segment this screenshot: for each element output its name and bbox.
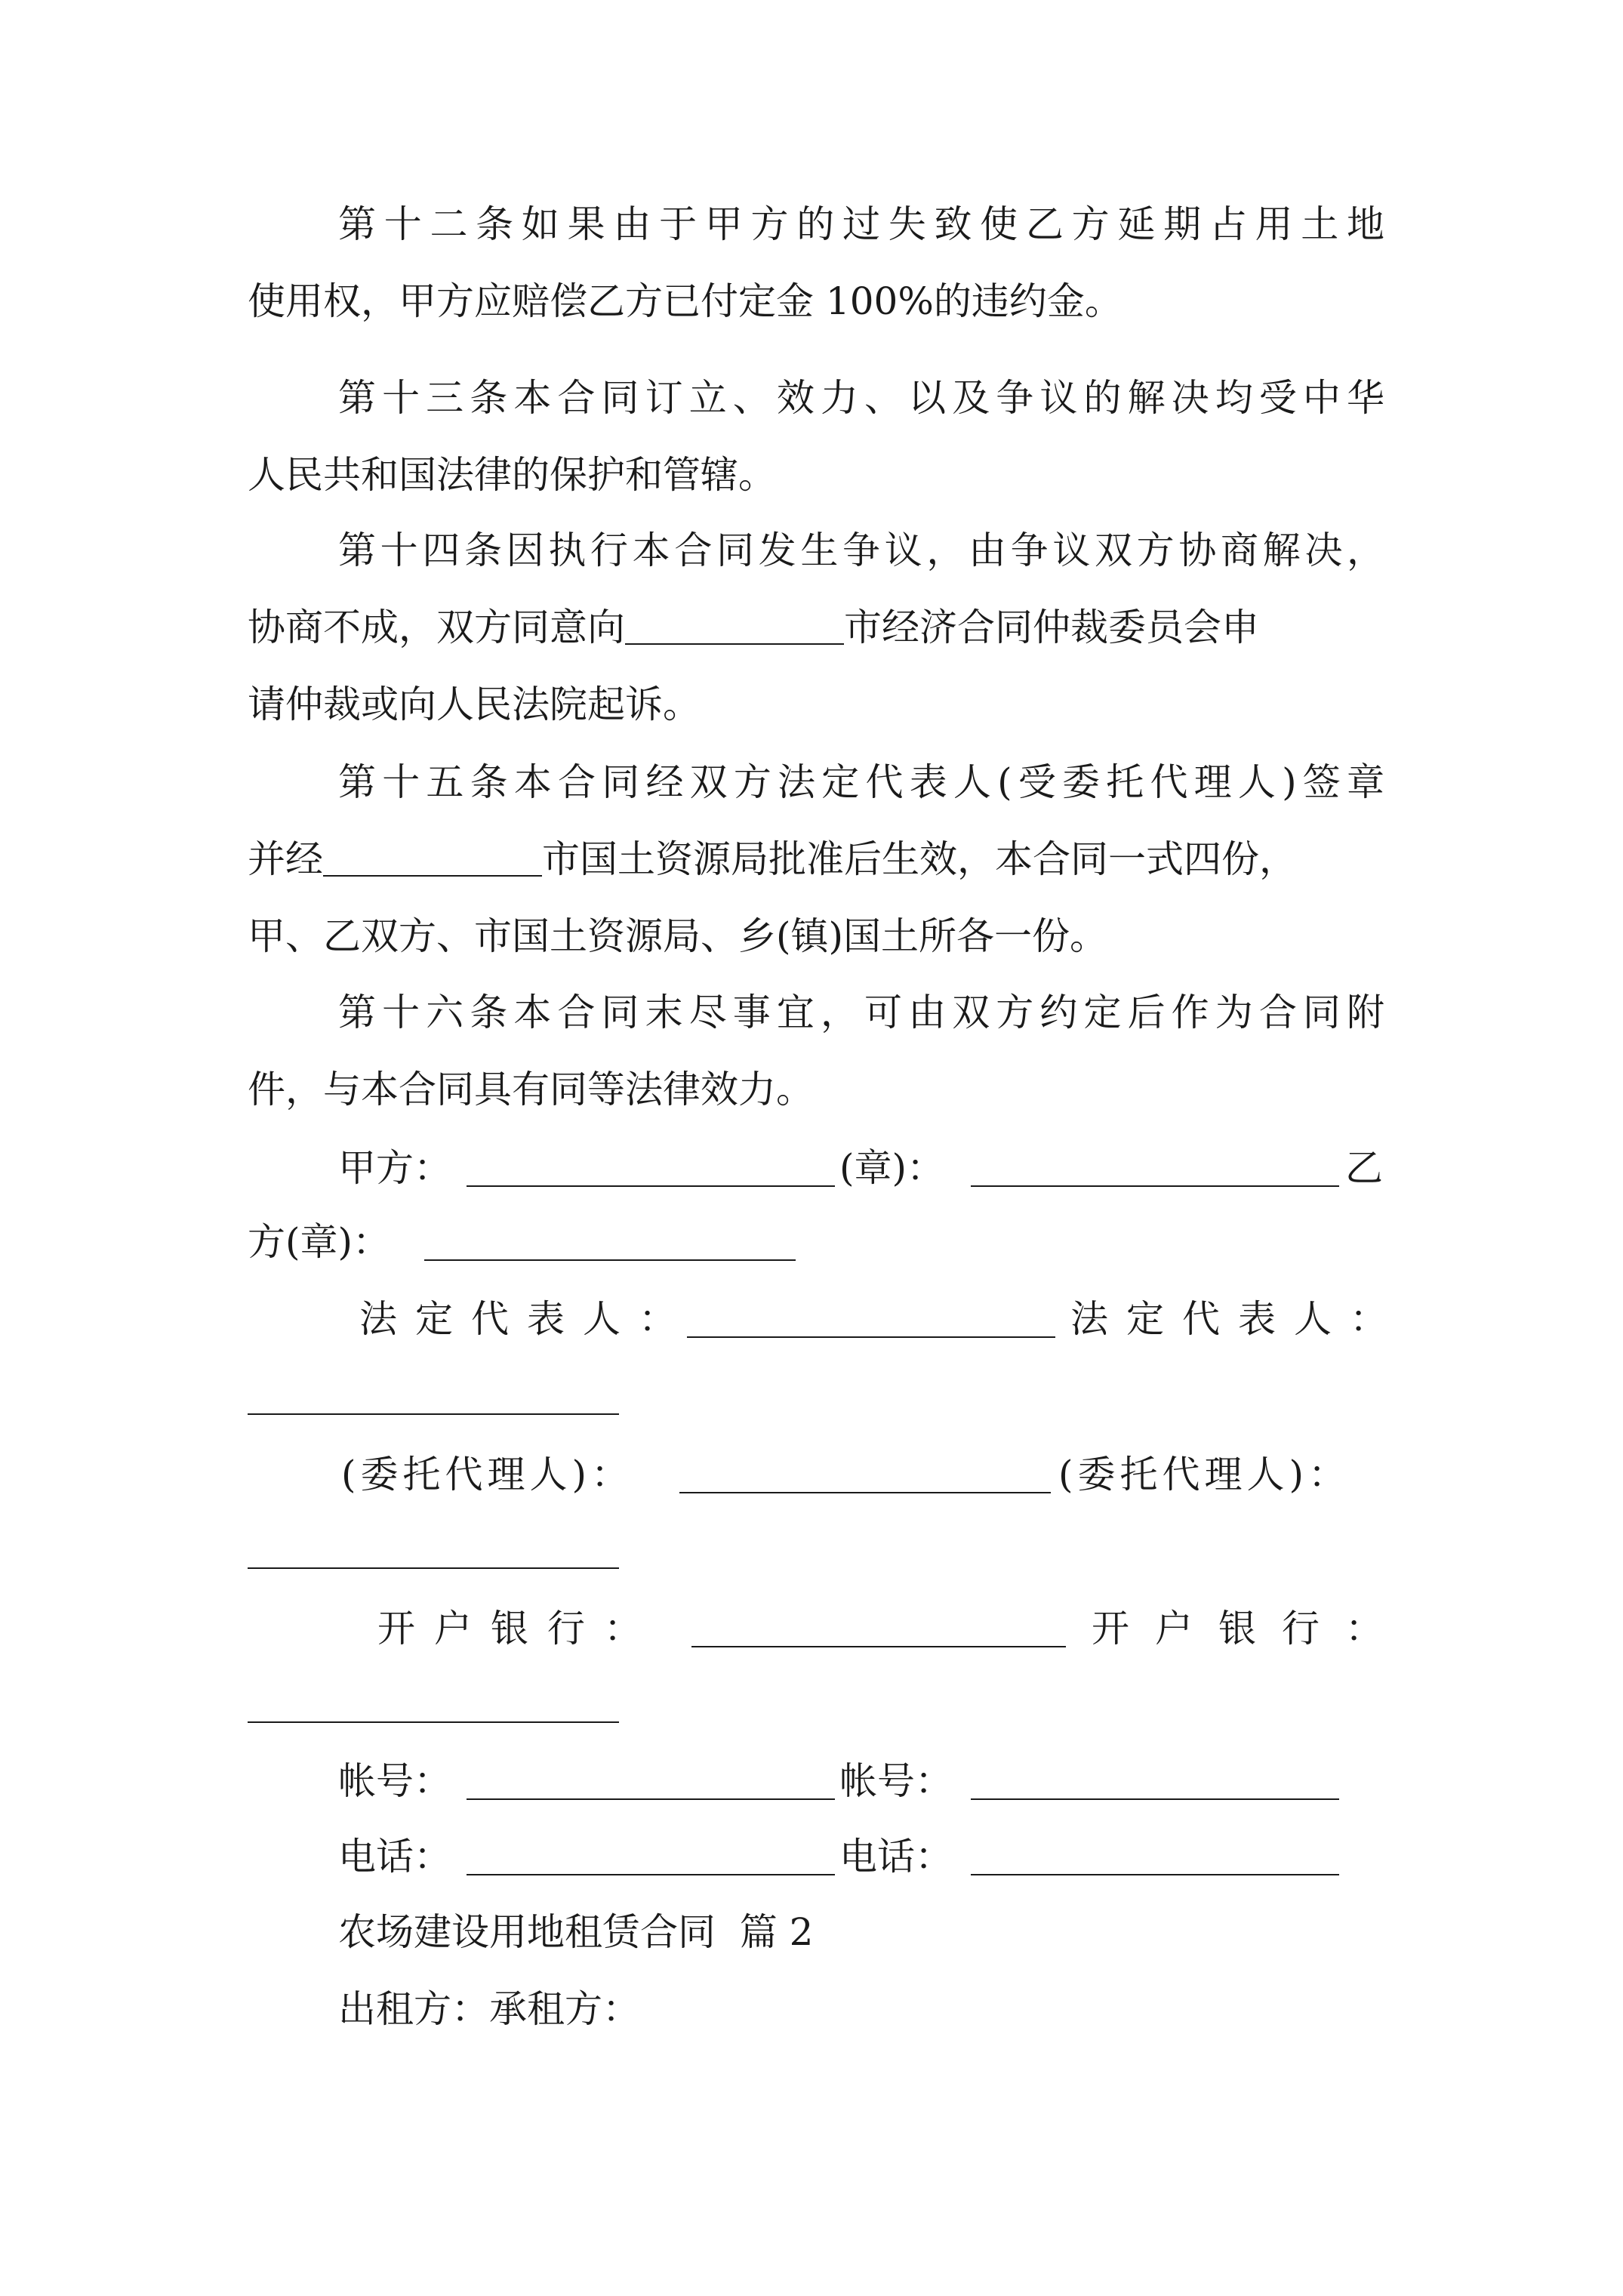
account-b-line	[971, 1798, 1339, 1800]
account-a-label: 帐号：	[338, 1759, 451, 1803]
article-14-line-2: 协商不成，双方同意向 市经济合同仲裁委员会申	[248, 606, 1259, 649]
article-12-line-1: 第十二条如果由于甲方的过失致使乙方延期占用土地	[338, 202, 1384, 246]
article-16	[248, 974, 1384, 1128]
legal-rep-a-label: 法 定 代 表 人 ：	[359, 1297, 676, 1341]
party-b-label-end: 方(章)：	[248, 1220, 391, 1264]
legal-rep-b-line	[248, 1413, 619, 1415]
seal-label: (章)：	[839, 1146, 945, 1190]
agent-a-label: (委托代理人)：	[341, 1453, 634, 1496]
phone-a-label: 电话：	[338, 1835, 451, 1878]
bank-b-label: 开 户 银 行 ：	[1092, 1607, 1383, 1650]
article-15	[248, 744, 1384, 975]
section-2-title: 农场建设用地租赁合同 篇 2	[338, 1910, 814, 1954]
bank-b-line	[248, 1721, 619, 1723]
bank-a-label: 开 户 银 行 ：	[377, 1607, 642, 1650]
seal-line	[971, 1185, 1339, 1187]
party-a-label: 甲方：	[338, 1146, 451, 1190]
party-b-line	[424, 1259, 796, 1261]
agent-a-line	[679, 1492, 1051, 1493]
article-13-line-1: 第十三条本合同订立、效力、以及争议的解决均受中华	[338, 376, 1384, 420]
account-b-label: 帐号：	[839, 1759, 953, 1803]
legal-rep-a-line	[687, 1336, 1055, 1338]
bank-a-line	[691, 1646, 1066, 1647]
article-12	[248, 186, 1384, 340]
article-13	[248, 359, 1384, 513]
party-b-label-start: 乙	[1345, 1146, 1383, 1190]
party-a-line	[467, 1185, 835, 1187]
article-15-line-3: 甲、乙双方、市国土资源局、乡(镇)国土所各一份。	[248, 914, 1108, 958]
arbitration-city-blank	[625, 610, 844, 645]
article-15-line-2: 并经 市国土资源局批准后生效，本合同一式四份，	[248, 837, 1297, 881]
article-14-line-3: 请仲裁或向人民法院起诉。	[248, 683, 701, 726]
phone-b-label: 电话：	[839, 1835, 953, 1878]
section-2-parties: 出租方：承租方：	[338, 1987, 640, 2031]
land-bureau-city-blank	[323, 842, 542, 877]
agent-b-line	[248, 1567, 619, 1569]
article-15-line-1: 第十五条本合同经双方法定代表人(受委托代理人)签章	[338, 760, 1384, 804]
article-16-line-1: 第十六条本合同末尽事宜，可由双方约定后作为合同附	[338, 991, 1384, 1034]
article-14	[248, 512, 1384, 743]
article-14-line-1: 第十四条因执行本合同发生争议，由争议双方协商解决，	[338, 529, 1384, 572]
phone-b-line	[971, 1874, 1339, 1875]
agent-b-label: (委托代理人)：	[1058, 1453, 1351, 1496]
article-13-line-2: 人民共和国法律的保护和管辖。	[248, 453, 776, 497]
article-12-line-2: 使用权，甲方应赔偿乙方已付定金 100%的违约金。	[248, 279, 1123, 323]
phone-a-line	[467, 1874, 835, 1875]
legal-rep-b-label: 法 定 代 表 人 ：	[1070, 1297, 1387, 1341]
article-16-line-2: 件，与本合同具有同等法律效力。	[248, 1068, 814, 1111]
account-a-line	[467, 1798, 835, 1800]
